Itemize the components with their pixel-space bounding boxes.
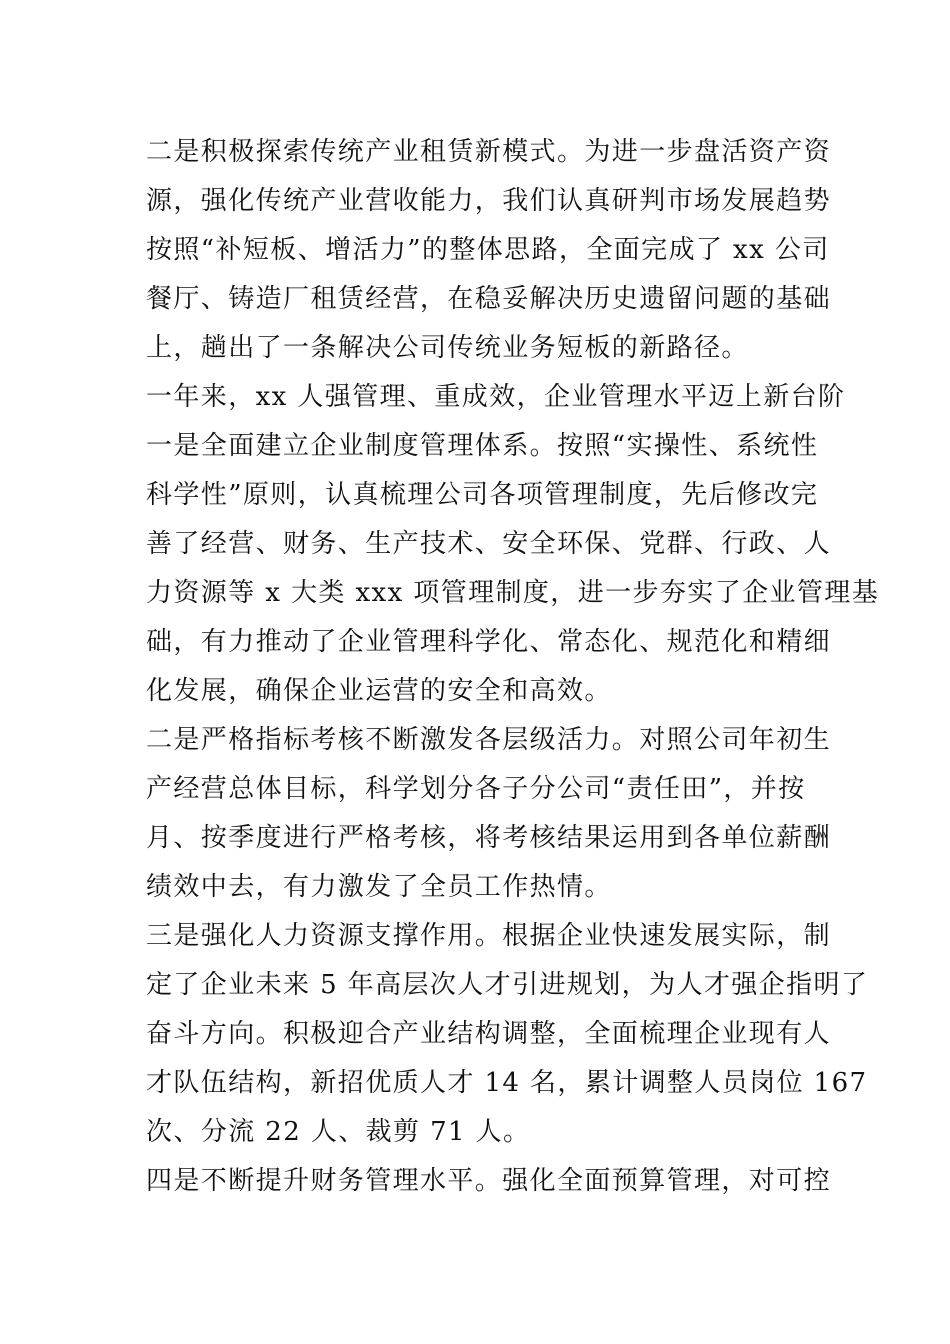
paragraph-human-resources — [146, 912, 869, 1157]
paragraph-management-heading — [146, 373, 846, 422]
text-line: 一是全面建立企业制度管理体系。按照“实操性、系统性 — [146, 431, 819, 461]
text-line: 础，有力推动了企业管理科学化、常态化、规范化和精细 — [146, 627, 832, 657]
text-line: 善了经营、财务、生产技术、安全环保、党群、行政、人 — [146, 529, 832, 559]
text-line: 餐厅、铸造厂租赁经营，在稳妥解决历史遗留问题的基础 — [146, 284, 832, 314]
text-line: 一年来，xx 人强管理、重成效，企业管理水平迈上新台阶 — [146, 382, 846, 412]
text-line: 次、分流 22 人、裁剪 71 人。 — [146, 1117, 531, 1147]
text-line: 三是强化人力资源支撑作用。根据企业快速发展实际，制 — [146, 921, 832, 951]
text-line: 力资源等 x 大类 xxx 项管理制度，进一步夯实了企业管理基 — [146, 578, 880, 608]
text-line: 源，强化传统产业营收能力，我们认真研判市场发展趋势 — [146, 186, 832, 216]
text-line: 才队伍结构，新招优质人才 14 名，累计调整人员岗位 167 — [146, 1068, 868, 1098]
paragraph-management-system — [146, 422, 880, 716]
text-line: 定了企业未来 5 年高层次人才引进规划，为人才强企指明了 — [146, 970, 869, 1000]
text-line: 科学性”原则，认真梳理公司各项管理制度，先后修改完 — [146, 480, 819, 510]
text-line: 产经营总体目标，科学划分各子分公司“责任田”，并按 — [146, 774, 806, 804]
document-body — [146, 128, 880, 1206]
text-line: 化发展，确保企业运营的安全和高效。 — [146, 676, 612, 706]
text-line: 二是严格指标考核不断激发各层级活力。对照公司年初生 — [146, 725, 832, 755]
text-line: 上，趟出了一条解决公司传统业务短板的新路径。 — [146, 333, 749, 363]
text-line: 四是不断提升财务管理水平。强化全面预算管理，对可控 — [146, 1166, 832, 1196]
paragraph-indicator-assessment — [146, 716, 832, 912]
text-line: 绩效中去，有力激发了全员工作热情。 — [146, 872, 612, 902]
text-line: 按照“补短板、增活力”的整体思路，全面完成了 xx 公司 — [146, 235, 830, 265]
text-line: 奋斗方向。积极迎合产业结构调整，全面梳理企业现有人 — [146, 1019, 832, 1049]
text-line: 月、按季度进行严格考核，将考核结果运用到各单位薪酬 — [146, 823, 832, 853]
paragraph-traditional-industry-leasing — [146, 128, 832, 373]
paragraph-financial-management — [146, 1157, 832, 1206]
text-line: 二是积极探索传统产业租赁新模式。为进一步盘活资产资 — [146, 137, 832, 167]
